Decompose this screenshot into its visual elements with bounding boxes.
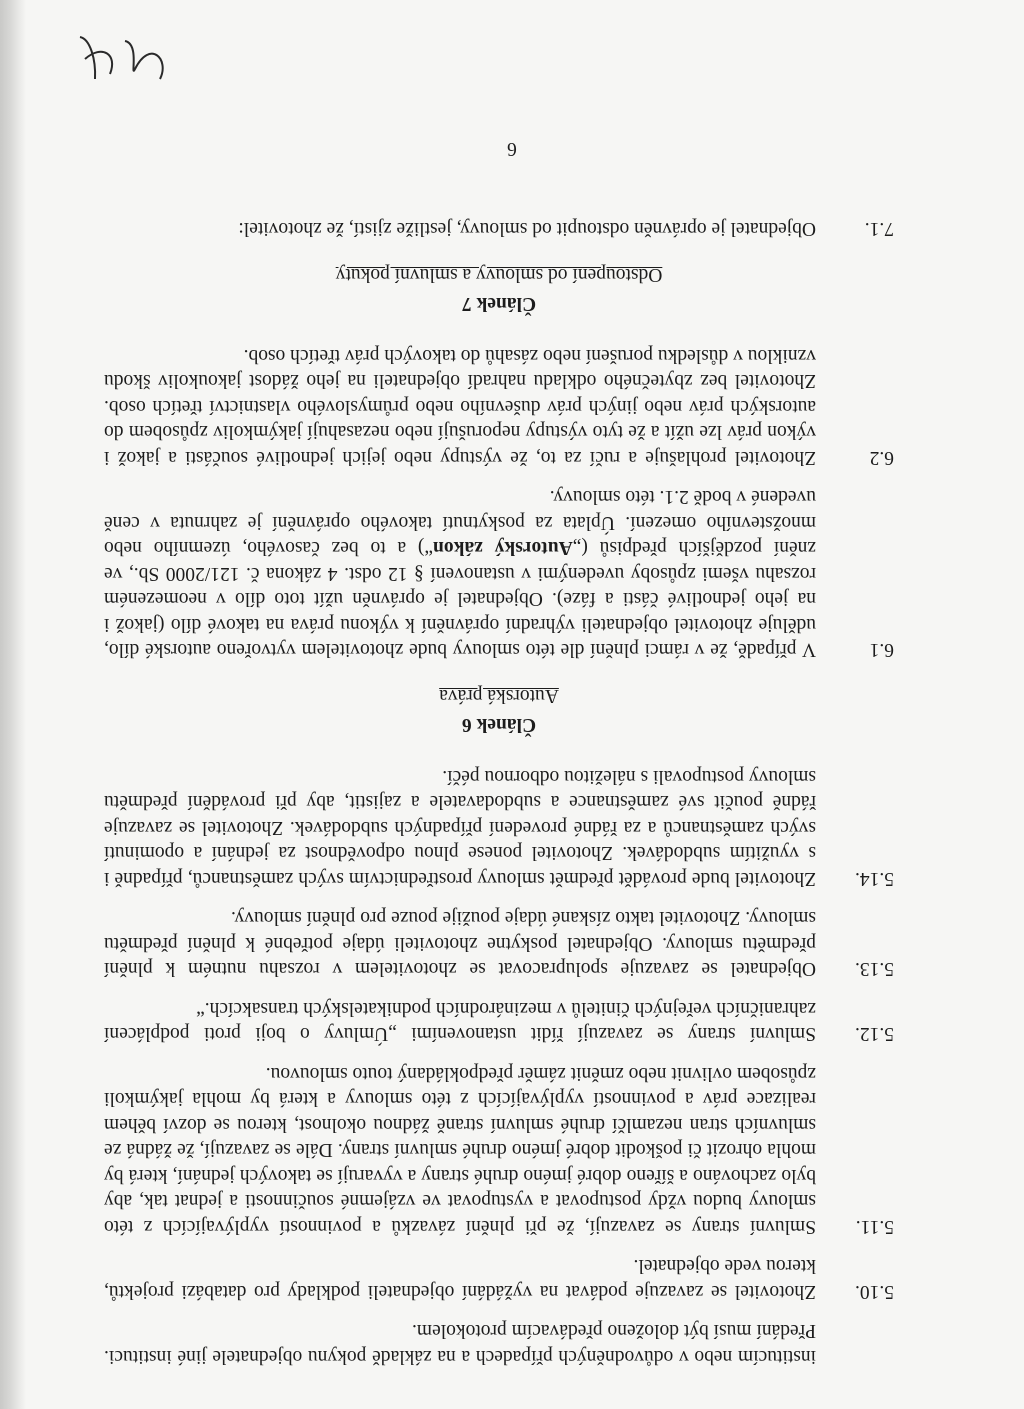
- paragraph-number: 7.1.: [864, 218, 894, 240]
- article-7-title: Článek 7: [461, 293, 537, 315]
- paragraph-5-13: [104, 905, 894, 982]
- paragraph-text-part: V případě, že v rámci plnění dle této smlouvy bude zhotovitelem vytvořeno autorské dílo, uděluje zhotovitel objednateli výhradní oprávnění k výkonu práva na takové dílo (jakož i na jeho jednotlivé části a fáze). Objednatel je oprávněn užít toto dílo v neomezeném rozsahu všemi způsoby uvedenými v ustanovení § 12 odst. 4 zákona č. 121/2000 Sb., ve znění pozdějších předpisů („: [104, 537, 816, 661]
- paragraph-text: Zhotovitel se zavazuje podávat na vyžádání objednateli podklady pro databázi projektů, kterou vede objednatel.: [104, 1255, 816, 1302]
- paragraph-number: 5.12.: [855, 1023, 894, 1045]
- article-6-subtitle: Autorská práva: [439, 685, 559, 706]
- paragraph-5-12: [104, 996, 894, 1047]
- scan-edge-shadow: [0, 0, 26, 1409]
- paragraph-number: 5.10.: [855, 1281, 894, 1302]
- paragraph-text: Smluvní strany se zavazují, že při plnění závazků a povinností vyplývajících z této smlouvy budou vždy postupovat a vystupovat ve vzájemné součinnosti a jednat tak, aby bylo zachováno a šířeno dobré jméno druhé strany a vyvarují se takových jednání, která by mohla ohrozit či poškodit dobré jméno druhé smluvní strany. Dále se zavazují, že žádná ze smluvních stran nezamlčí druhé smluvní straně žádnou okolnost, kterou se dozví během realizace práv a povinností vyplývajících z této smlouvy a která by mohla jakýmkoli způsobem ovlivnit nebo změnit záměr předpokládaný touto smlouvou.: [104, 1063, 816, 1237]
- paragraph-text: Zhotovitel prohlašuje a ručí za to, že výstupy nebo jejich jednotlivé součásti a jakož i výkon práv lze užít a že tyto výstupy neporušují nebo nezasahují jakýmkoliv způsobem do autorských práv nebo jiných práv duševního nebo průmyslového vlastnictví třetích osob. Zhotovitel bez zbytečného odkladu nahradí objednateli na jeho žádost jakoukoliv škodu vzniklou v důsledku porušení nebo zásahů do takových práv třetích osob.: [104, 345, 816, 468]
- document-body: [104, 202, 894, 1369]
- paragraph-6-2: [104, 343, 894, 471]
- page-number: 6: [507, 138, 517, 159]
- paragraph-number: 6.1: [869, 639, 894, 661]
- defined-term: Autorský zákon: [433, 537, 573, 559]
- paragraph-number: 5.14.: [855, 868, 894, 889]
- intro-block: [104, 1318, 894, 1369]
- paragraph-7-1: [104, 216, 894, 242]
- intro-text: institucím nebo v odůvodněných případech a na základě pokynu objednatele jiné instituci. Předání musí být doloženo předávacím protokolem.: [104, 1320, 816, 1367]
- handwritten-initials-icon: [60, 29, 180, 89]
- paragraph-text: Objednatel se zavazuje spolupracovat se zhotovitelem v rozsahu nutném k plnění předmětu smlouvy. Objednatel poskytne zhotoviteli údaje potřebné k plnění předmětu smlouvy. Zhotovitel takto získané údaje použije pouze pro plnění smlouvy.: [104, 907, 816, 980]
- paragraph-number: 6.2: [869, 447, 894, 468]
- paragraph-5-11: [104, 1061, 894, 1240]
- article-7-subtitle: Odstoupení od smlouvy a smluvní pokuty: [335, 264, 663, 285]
- paragraph-5-10: [104, 1253, 894, 1304]
- paragraph-number: 5.13.: [855, 958, 894, 980]
- paragraph-5-14: [104, 764, 894, 892]
- paragraph-text-part: “) a to bez časového, územního nebo množstevního omezení. Úplata za poskytnutí takového oprávnění je zahrnuta v ceně uvedené v bodě 2.1. této smlouvy.: [103, 486, 816, 559]
- article-6-title: Článek 6: [461, 714, 537, 736]
- paragraph-6-1: [104, 484, 894, 663]
- paragraph-number: 5.11.: [855, 1216, 894, 1237]
- paragraph-text: [104, 484, 816, 663]
- paragraph-text: Smluvní strany se zavazují řídit ustanoveními „Úmluvy o boji proti podplácení zahraničních veřejných činitelů v mezinárodních podnikatelských transakcích.“: [104, 998, 816, 1045]
- paragraph-text: Zhotovitel bude provádět předmět smlouvy prostřednictvím svých zaměstnanců, případně i s využitím subdodávek. Zhotovitel ponese plnou odpovědnost za jednání a opominutí svých zaměstnanců a za řádné provedení případných subdodávek. Zhotovitel se zavazuje řádně poučit své zaměstnance a subdodavatele a zajistit, aby při provádění předmětu smlouvy postupovali s náležitou odbornou péčí.: [104, 766, 816, 889]
- paragraph-text: Objednatel je oprávněn odstoupit od smlouvy, jestliže zjistí, že zhotovitel:: [238, 218, 816, 240]
